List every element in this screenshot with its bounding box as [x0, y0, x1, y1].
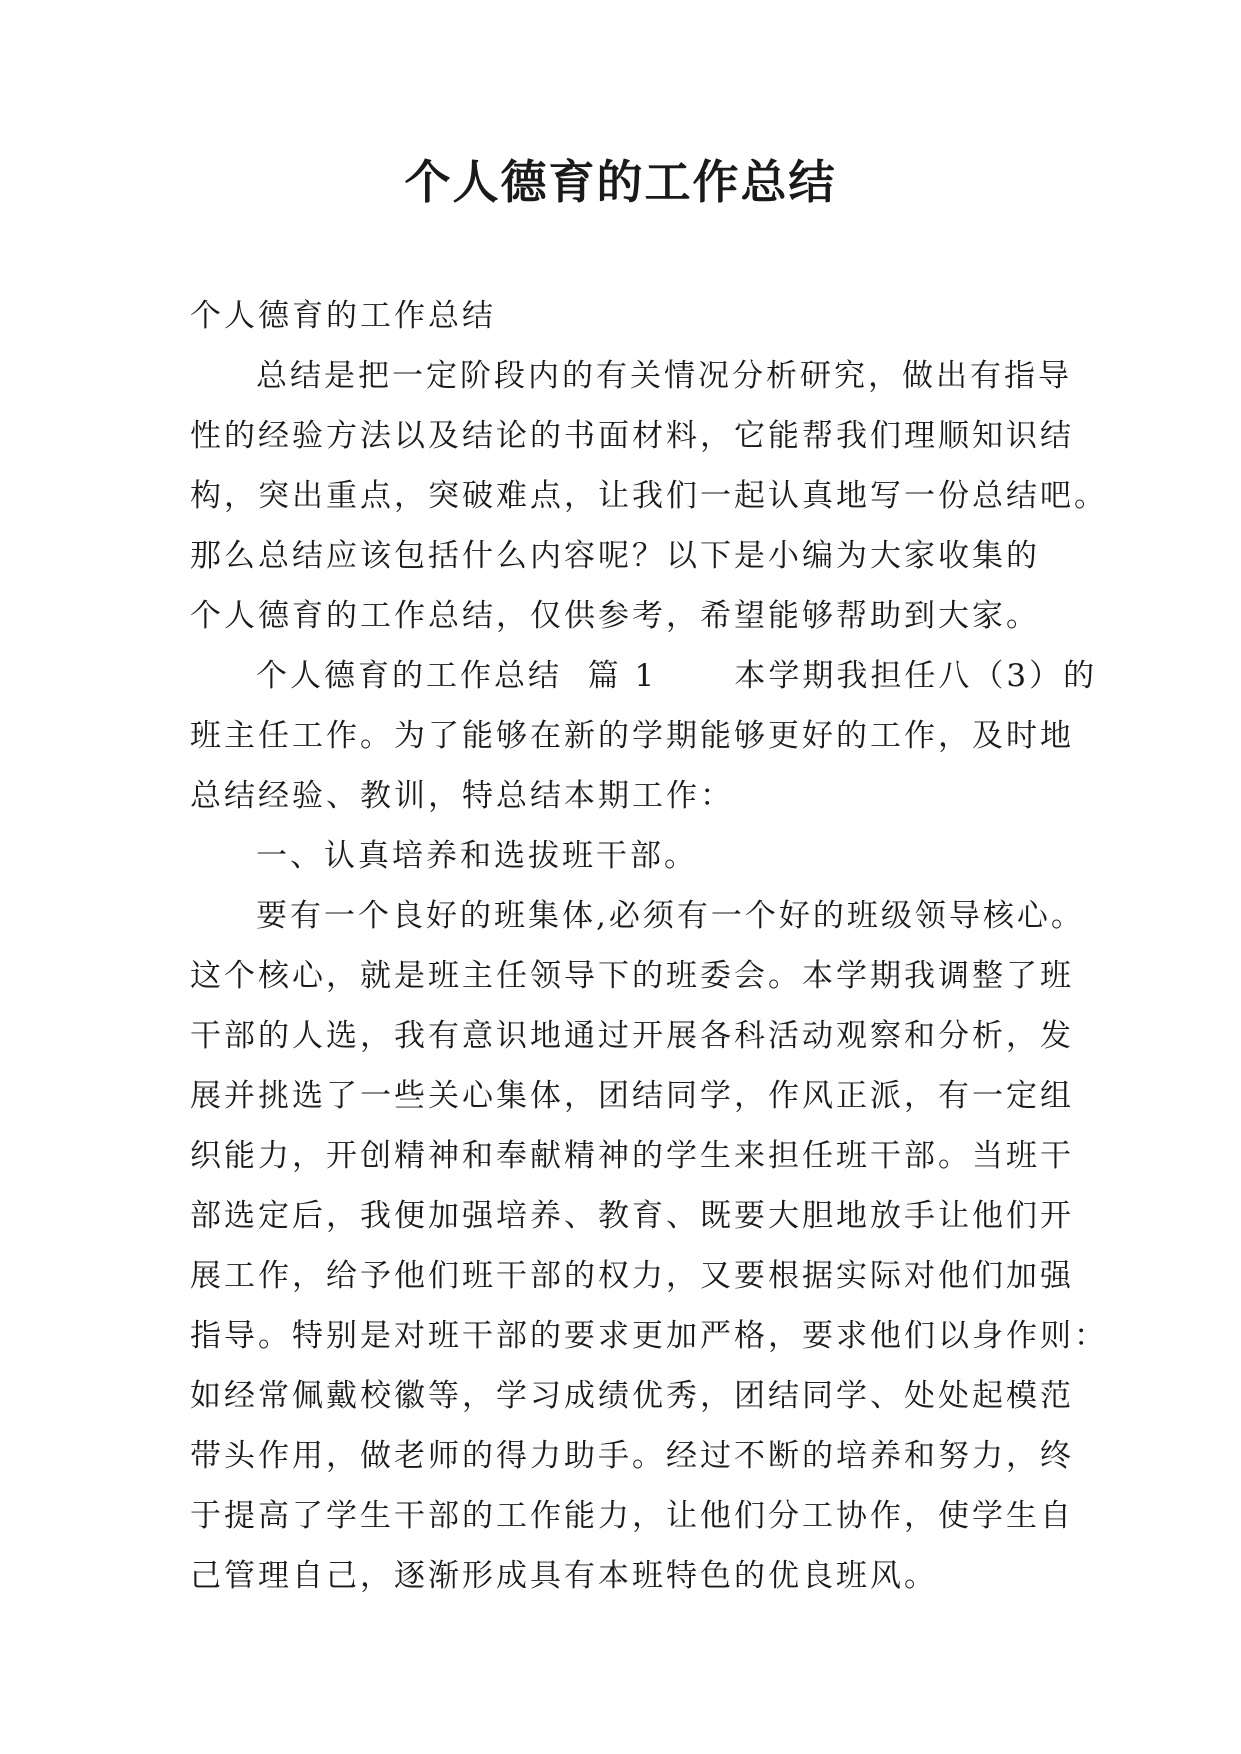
paragraph-line: 己管理自己，逐渐形成具有本班特色的优良班风。 [190, 1558, 938, 1594]
paragraph-line: 要有一个良好的班集体,必须有一个好的班级领导核心。 [256, 898, 1085, 934]
paragraph-line: 个人德育的工作总结 篇 1 本学期我担任八（3）的 [256, 658, 1098, 694]
paragraph-line: 构，突出重点，突破难点，让我们一起认真地写一份总结吧。 [190, 478, 1108, 514]
paragraph-line: 于提高了学生干部的工作能力，让他们分工协作，使学生自 [190, 1498, 1074, 1534]
paragraph-line: 那么总结应该包括什么内容呢？以下是小编为大家收集的 [190, 538, 1040, 574]
paragraph-line: 指导。特别是对班干部的要求更加严格，要求他们以身作则： [190, 1318, 1108, 1354]
subtitle-line: 个人德育的工作总结 [190, 298, 496, 334]
paragraph-line: 总结经验、教训，特总结本期工作： [190, 778, 734, 814]
document-title: 个人德育的工作总结 [404, 155, 837, 209]
paragraph-line: 展并挑选了一些关心集体，团结同学，作风正派，有一定组 [190, 1078, 1074, 1114]
paragraph-line: 班主任工作。为了能够在新的学期能够更好的工作，及时地 [190, 718, 1074, 754]
paragraph-line: 如经常佩戴校徽等，学习成绩优秀，团结同学、处处起模范 [190, 1378, 1074, 1414]
paragraph-line: 展工作，给予他们班干部的权力，又要根据实际对他们加强 [190, 1258, 1074, 1294]
paragraph-line: 部选定后，我便加强培养、教育、既要大胆地放手让他们开 [190, 1198, 1074, 1234]
paragraph-line: 干部的人选，我有意识地通过开展各科活动观察和分析，发 [190, 1018, 1074, 1054]
paragraph-line: 总结是把一定阶段内的有关情况分析研究，做出有指导 [256, 358, 1072, 394]
document-body [190, 286, 1108, 1606]
paragraph-line: 带头作用，做老师的得力助手。经过不断的培养和努力，终 [190, 1438, 1074, 1474]
paragraph-line: 织能力，开创精神和奉献精神的学生来担任班干部。当班干 [190, 1138, 1074, 1174]
paragraph-line: 性的经验方法以及结论的书面材料，它能帮我们理顺知识结 [190, 418, 1074, 454]
paragraph-line: 这个核心，就是班主任领导下的班委会。本学期我调整了班 [190, 958, 1074, 994]
section-heading: 一、认真培养和选拔班干部。 [256, 838, 698, 874]
paragraph-line: 个人德育的工作总结，仅供参考，希望能够帮助到大家。 [190, 598, 1040, 634]
